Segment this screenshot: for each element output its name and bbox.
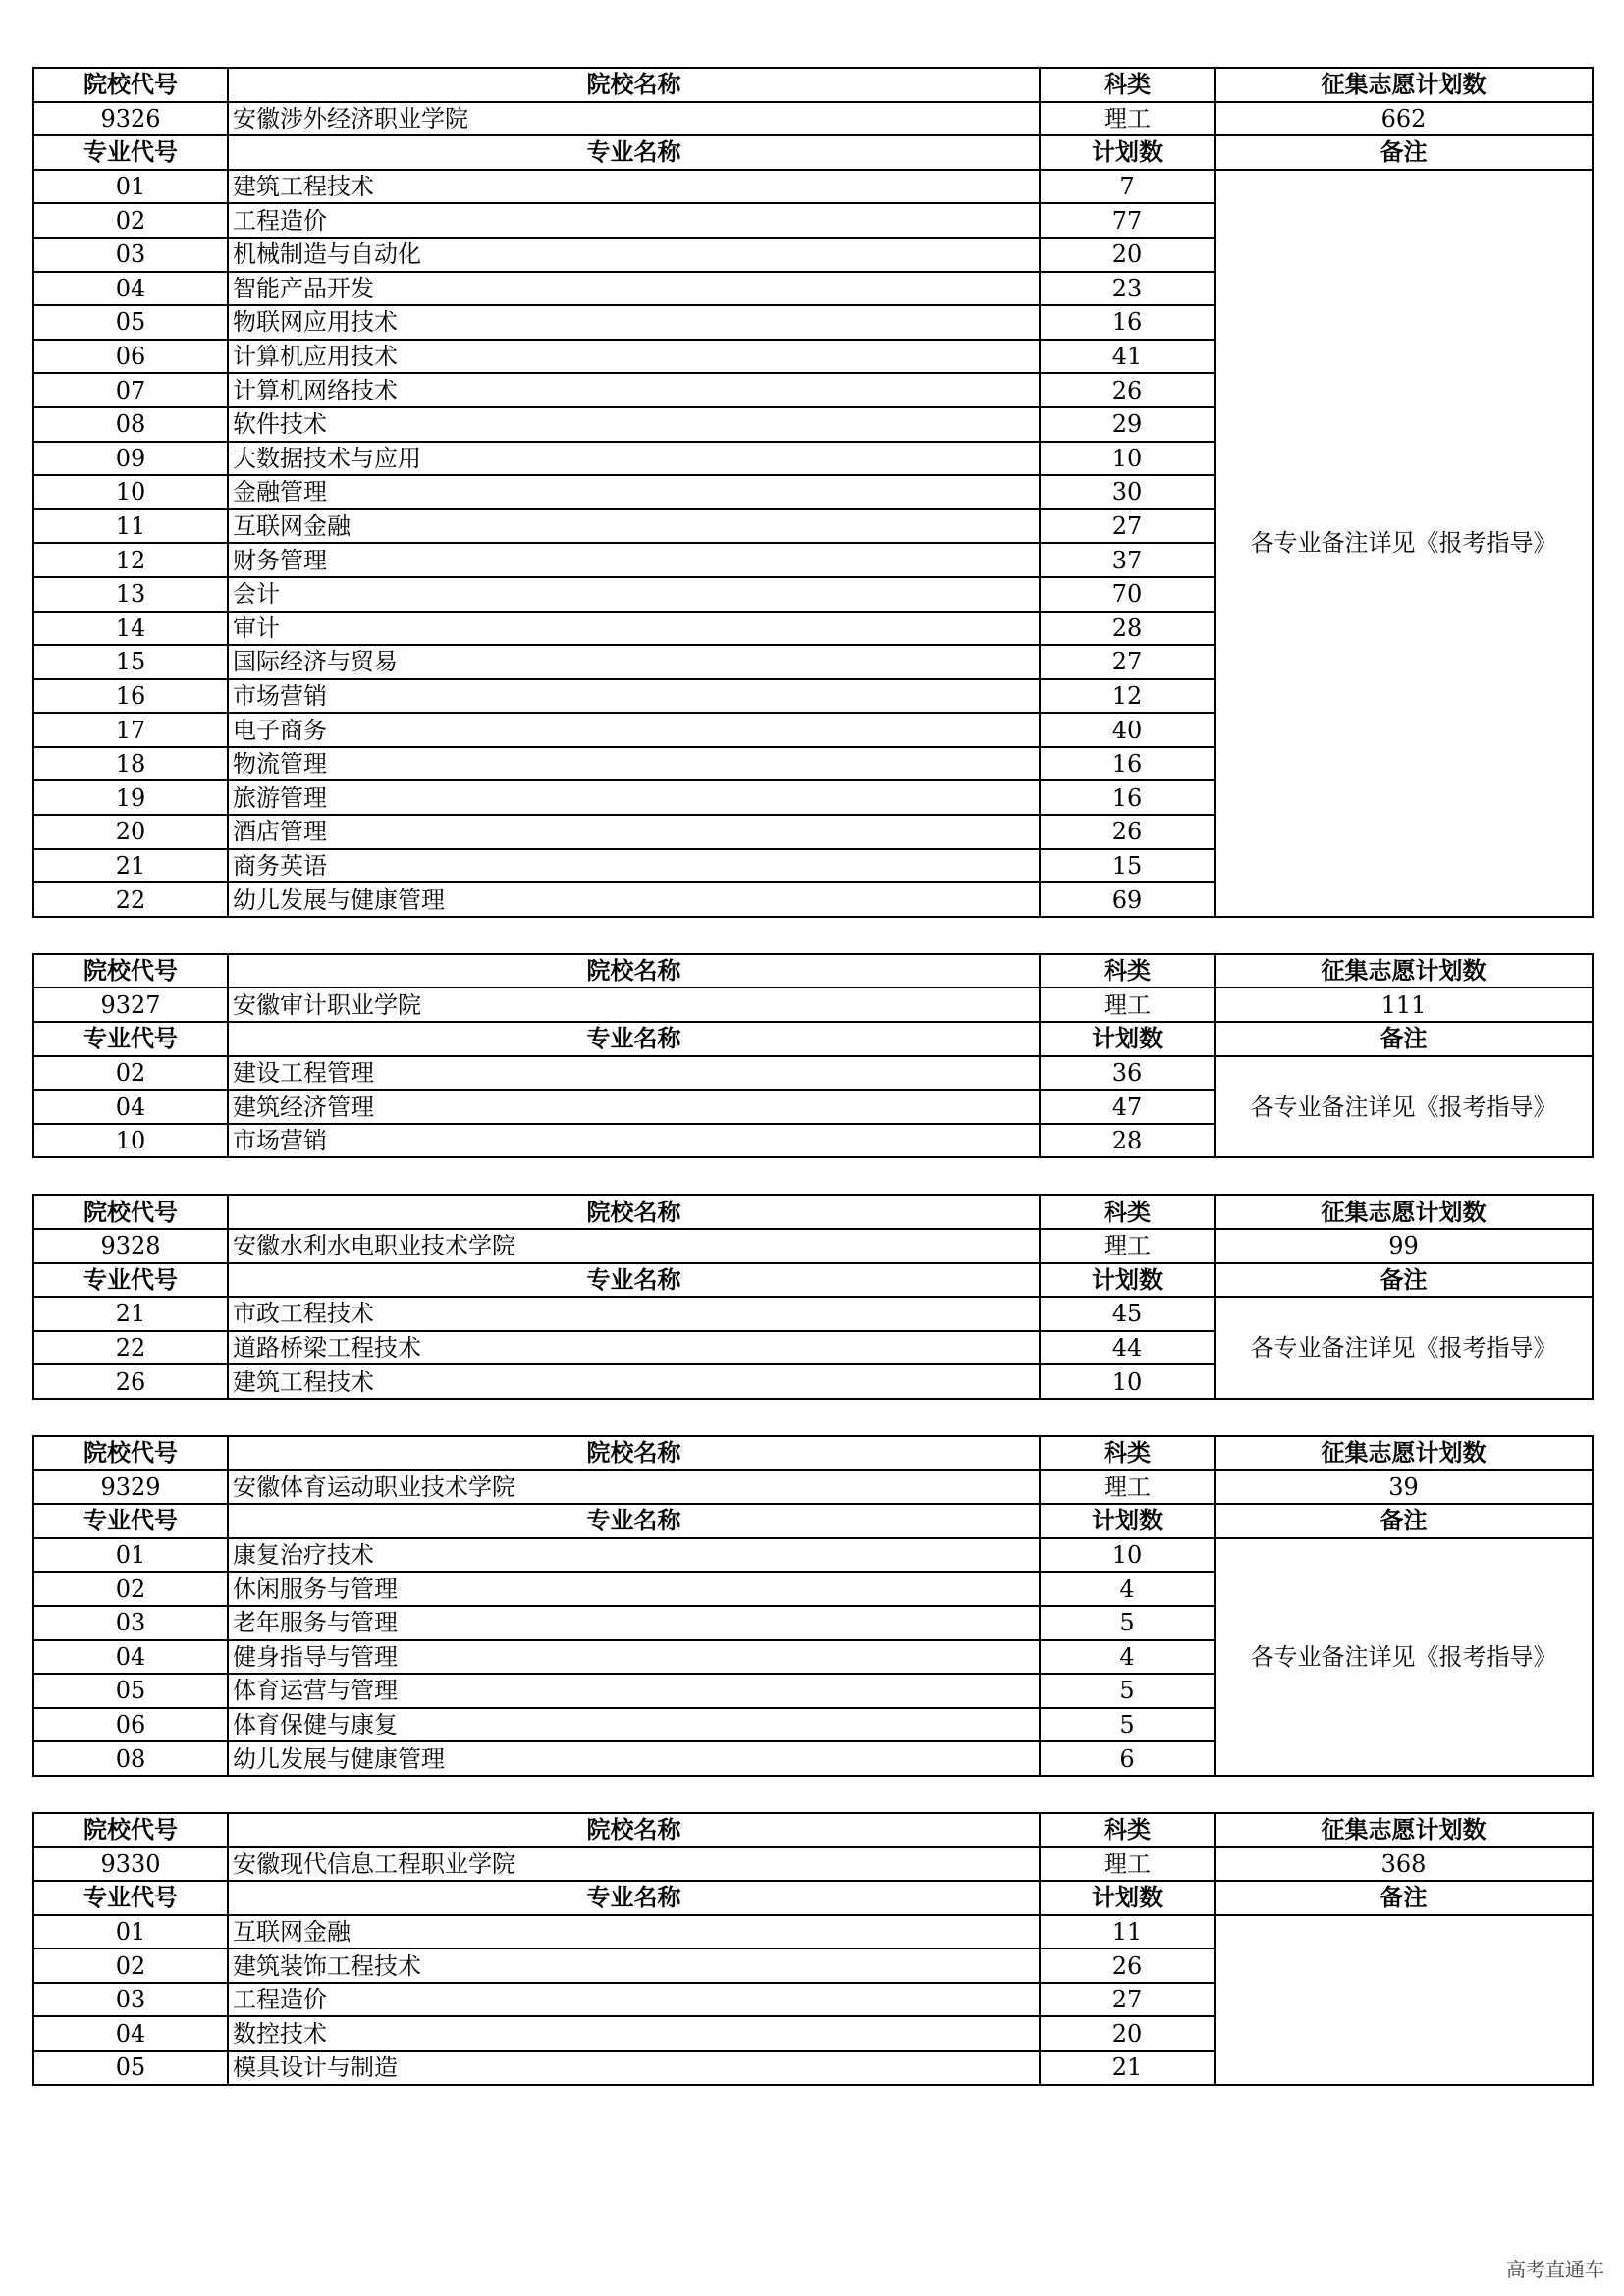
table-spacer (32, 1400, 1592, 1435)
school-info-row (33, 1847, 1593, 1882)
major-name: 体育保健与康复 (228, 1708, 1040, 1742)
major-name: 酒店管理 (228, 815, 1040, 849)
major-plan: 27 (1040, 509, 1215, 544)
school-header-row (33, 1436, 1593, 1470)
header-category: 科类 (1040, 1436, 1215, 1470)
school-category: 理工 (1040, 1847, 1215, 1882)
table-row (33, 1297, 1593, 1331)
school-code: 9327 (33, 988, 228, 1022)
major-code: 04 (33, 272, 228, 306)
major-name: 道路桥梁工程技术 (228, 1331, 1040, 1365)
major-code: 22 (33, 1331, 228, 1365)
header-major-name: 专业名称 (228, 1022, 1040, 1056)
major-plan: 26 (1040, 1949, 1215, 1983)
major-name: 智能产品开发 (228, 272, 1040, 306)
major-name: 物联网应用技术 (228, 305, 1040, 340)
major-code: 26 (33, 1364, 228, 1399)
major-code: 08 (33, 1741, 228, 1776)
school-table-9327 (32, 953, 1594, 1159)
school-name: 安徽现代信息工程职业学院 (228, 1847, 1040, 1882)
school-category: 理工 (1040, 1229, 1215, 1263)
school-category: 理工 (1040, 102, 1215, 136)
major-plan: 30 (1040, 475, 1215, 509)
major-plan: 70 (1040, 577, 1215, 612)
header-note: 备注 (1215, 1263, 1593, 1298)
major-code: 20 (33, 815, 228, 849)
major-plan: 41 (1040, 340, 1215, 374)
table-spacer (32, 1777, 1592, 1812)
major-header-row (33, 135, 1593, 170)
table-row (33, 1538, 1593, 1573)
school-code: 9329 (33, 1470, 228, 1505)
school-header-row (33, 954, 1593, 988)
school-code: 9330 (33, 1847, 228, 1882)
major-name: 幼儿发展与健康管理 (228, 1741, 1040, 1776)
school-table-9326 (32, 67, 1594, 918)
header-plan-total: 征集志愿计划数 (1215, 1436, 1593, 1470)
major-plan: 10 (1040, 442, 1215, 476)
major-name: 审计 (228, 612, 1040, 646)
major-plan: 15 (1040, 849, 1215, 883)
major-code: 07 (33, 373, 228, 407)
major-plan: 27 (1040, 645, 1215, 679)
major-name: 建筑装饰工程技术 (228, 1949, 1040, 1983)
major-name: 市政工程技术 (228, 1297, 1040, 1331)
major-plan: 44 (1040, 1331, 1215, 1365)
major-code: 10 (33, 1124, 228, 1158)
header-plan: 计划数 (1040, 1881, 1215, 1915)
major-code: 22 (33, 882, 228, 917)
school-table-9329 (32, 1435, 1594, 1777)
school-plan-total: 368 (1215, 1847, 1593, 1882)
major-name: 体育运营与管理 (228, 1674, 1040, 1708)
major-code: 02 (33, 203, 228, 238)
major-plan: 28 (1040, 612, 1215, 646)
major-code: 04 (33, 1640, 228, 1675)
header-school-code: 院校代号 (33, 68, 228, 102)
major-name: 会计 (228, 577, 1040, 612)
major-code: 14 (33, 612, 228, 646)
major-code: 05 (33, 1674, 228, 1708)
major-name: 健身指导与管理 (228, 1640, 1040, 1675)
header-school-name: 院校名称 (228, 1195, 1040, 1229)
header-note: 备注 (1215, 1022, 1593, 1056)
major-name: 市场营销 (228, 679, 1040, 714)
major-code: 13 (33, 577, 228, 612)
header-school-name: 院校名称 (228, 1813, 1040, 1847)
header-plan: 计划数 (1040, 1504, 1215, 1538)
school-category: 理工 (1040, 988, 1215, 1022)
major-code: 02 (33, 1572, 228, 1606)
major-plan: 11 (1040, 1915, 1215, 1949)
major-code: 19 (33, 780, 228, 815)
header-plan-total: 征集志愿计划数 (1215, 1195, 1593, 1229)
major-code: 18 (33, 747, 228, 781)
major-name: 幼儿发展与健康管理 (228, 882, 1040, 917)
school-info-row (33, 988, 1593, 1022)
major-name: 计算机应用技术 (228, 340, 1040, 374)
header-major-name: 专业名称 (228, 1881, 1040, 1915)
major-code: 21 (33, 1297, 228, 1331)
major-code: 06 (33, 1708, 228, 1742)
major-name: 建设工程管理 (228, 1056, 1040, 1091)
major-code: 04 (33, 1090, 228, 1124)
school-header-row (33, 68, 1593, 102)
major-header-row (33, 1263, 1593, 1298)
school-category: 理工 (1040, 1470, 1215, 1505)
header-school-code: 院校代号 (33, 1436, 228, 1470)
major-name: 老年服务与管理 (228, 1606, 1040, 1640)
major-code: 21 (33, 849, 228, 883)
school-name: 安徽涉外经济职业学院 (228, 102, 1040, 136)
major-plan: 16 (1040, 780, 1215, 815)
header-plan: 计划数 (1040, 1263, 1215, 1298)
major-plan: 4 (1040, 1572, 1215, 1606)
major-header-row (33, 1022, 1593, 1056)
major-code: 01 (33, 170, 228, 204)
header-plan: 计划数 (1040, 1022, 1215, 1056)
major-code: 06 (33, 340, 228, 374)
major-plan: 23 (1040, 272, 1215, 306)
major-name: 建筑工程技术 (228, 1364, 1040, 1399)
major-plan: 26 (1040, 373, 1215, 407)
major-name: 物流管理 (228, 747, 1040, 781)
header-school-name: 院校名称 (228, 954, 1040, 988)
major-plan: 69 (1040, 882, 1215, 917)
major-header-row (33, 1881, 1593, 1915)
major-code: 17 (33, 713, 228, 747)
major-plan: 10 (1040, 1538, 1215, 1573)
major-plan: 45 (1040, 1297, 1215, 1331)
major-plan: 77 (1040, 203, 1215, 238)
header-school-name: 院校名称 (228, 68, 1040, 102)
major-code: 04 (33, 2016, 228, 2051)
major-name: 工程造价 (228, 1983, 1040, 2017)
school-code: 9328 (33, 1229, 228, 1263)
major-code: 11 (33, 509, 228, 544)
major-code: 05 (33, 305, 228, 340)
table-row (33, 1056, 1593, 1091)
school-info-row (33, 1229, 1593, 1263)
major-code: 02 (33, 1949, 228, 1983)
major-plan: 7 (1040, 170, 1215, 204)
major-plan: 20 (1040, 2016, 1215, 2051)
header-plan-total: 征集志愿计划数 (1215, 1813, 1593, 1847)
header-major-code: 专业代号 (33, 1881, 228, 1915)
major-name: 金融管理 (228, 475, 1040, 509)
major-name: 互联网金融 (228, 1915, 1040, 1949)
header-plan-total: 征集志愿计划数 (1215, 954, 1593, 988)
major-name: 市场营销 (228, 1124, 1040, 1158)
major-plan: 20 (1040, 238, 1215, 272)
major-plan: 47 (1040, 1090, 1215, 1124)
major-code: 03 (33, 1606, 228, 1640)
header-major-code: 专业代号 (33, 135, 228, 170)
table-row (33, 1915, 1593, 1949)
major-name: 电子商务 (228, 713, 1040, 747)
school-plan-total: 662 (1215, 102, 1593, 136)
school-header-row (33, 1813, 1593, 1847)
major-code: 16 (33, 679, 228, 714)
header-school-code: 院校代号 (33, 1813, 228, 1847)
major-plan: 16 (1040, 747, 1215, 781)
major-name: 康复治疗技术 (228, 1538, 1040, 1573)
header-major-code: 专业代号 (33, 1504, 228, 1538)
major-plan: 5 (1040, 1708, 1215, 1742)
major-plan: 12 (1040, 679, 1215, 714)
major-plan: 37 (1040, 543, 1215, 577)
major-code: 05 (33, 2051, 228, 2085)
header-school-code: 院校代号 (33, 1195, 228, 1229)
school-info-row (33, 102, 1593, 136)
major-plan: 5 (1040, 1674, 1215, 1708)
major-name: 财务管理 (228, 543, 1040, 577)
school-plan-total: 111 (1215, 988, 1593, 1022)
school-name: 安徽体育运动职业技术学院 (228, 1470, 1040, 1505)
school-plan-total: 99 (1215, 1229, 1593, 1263)
major-code: 03 (33, 238, 228, 272)
major-name: 计算机网络技术 (228, 373, 1040, 407)
major-note: 各专业备注详见《报考指导》 (1215, 170, 1593, 917)
school-plan-total: 39 (1215, 1470, 1593, 1505)
major-name: 建筑经济管理 (228, 1090, 1040, 1124)
major-plan: 10 (1040, 1364, 1215, 1399)
major-name: 模具设计与制造 (228, 2051, 1040, 2085)
major-note: 各专业备注详见《报考指导》 (1215, 1056, 1593, 1158)
header-major-name: 专业名称 (228, 1263, 1040, 1298)
header-major-code: 专业代号 (33, 1263, 228, 1298)
major-name: 软件技术 (228, 407, 1040, 442)
major-name: 商务英语 (228, 849, 1040, 883)
major-plan: 21 (1040, 2051, 1215, 2085)
header-category: 科类 (1040, 954, 1215, 988)
table-spacer (32, 918, 1592, 953)
header-school-code: 院校代号 (33, 954, 228, 988)
header-major-name: 专业名称 (228, 135, 1040, 170)
header-note: 备注 (1215, 135, 1593, 170)
major-name: 旅游管理 (228, 780, 1040, 815)
header-school-name: 院校名称 (228, 1436, 1040, 1470)
major-header-row (33, 1504, 1593, 1538)
major-code: 01 (33, 1915, 228, 1949)
header-major-name: 专业名称 (228, 1504, 1040, 1538)
major-name: 工程造价 (228, 203, 1040, 238)
major-code: 12 (33, 543, 228, 577)
major-plan: 16 (1040, 305, 1215, 340)
major-code: 08 (33, 407, 228, 442)
major-plan: 28 (1040, 1124, 1215, 1158)
major-name: 国际经济与贸易 (228, 645, 1040, 679)
major-plan: 6 (1040, 1741, 1215, 1776)
school-name: 安徽审计职业学院 (228, 988, 1040, 1022)
school-code: 9326 (33, 102, 228, 136)
major-name: 休闲服务与管理 (228, 1572, 1040, 1606)
major-code: 02 (33, 1056, 228, 1091)
major-name: 大数据技术与应用 (228, 442, 1040, 476)
header-major-code: 专业代号 (33, 1022, 228, 1056)
major-code: 15 (33, 645, 228, 679)
major-plan: 26 (1040, 815, 1215, 849)
major-name: 互联网金融 (228, 509, 1040, 544)
header-note: 备注 (1215, 1881, 1593, 1915)
header-category: 科类 (1040, 68, 1215, 102)
major-name: 数控技术 (228, 2016, 1040, 2051)
watermark: 高考直通车 (1506, 2258, 1604, 2281)
major-name: 机械制造与自动化 (228, 238, 1040, 272)
major-name: 建筑工程技术 (228, 170, 1040, 204)
table-row (33, 170, 1593, 204)
major-note: 各专业备注详见《报考指导》 (1215, 1538, 1593, 1776)
header-category: 科类 (1040, 1195, 1215, 1229)
school-table-9330 (32, 1812, 1594, 2086)
header-plan: 计划数 (1040, 135, 1215, 170)
major-plan: 29 (1040, 407, 1215, 442)
school-header-row (33, 1195, 1593, 1229)
table-spacer (32, 1158, 1592, 1194)
major-plan: 36 (1040, 1056, 1215, 1091)
major-plan: 5 (1040, 1606, 1215, 1640)
header-plan-total: 征集志愿计划数 (1215, 68, 1593, 102)
major-note (1215, 1915, 1593, 2085)
school-name: 安徽水利水电职业技术学院 (228, 1229, 1040, 1263)
school-info-row (33, 1470, 1593, 1505)
major-code: 01 (33, 1538, 228, 1573)
major-note: 各专业备注详见《报考指导》 (1215, 1297, 1593, 1399)
admission-plan-tables (32, 67, 1592, 2086)
major-plan: 27 (1040, 1983, 1215, 2017)
major-plan: 40 (1040, 713, 1215, 747)
header-category: 科类 (1040, 1813, 1215, 1847)
header-note: 备注 (1215, 1504, 1593, 1538)
major-code: 03 (33, 1983, 228, 2017)
major-plan: 4 (1040, 1640, 1215, 1675)
major-code: 10 (33, 475, 228, 509)
major-code: 09 (33, 442, 228, 476)
school-table-9328 (32, 1194, 1594, 1400)
